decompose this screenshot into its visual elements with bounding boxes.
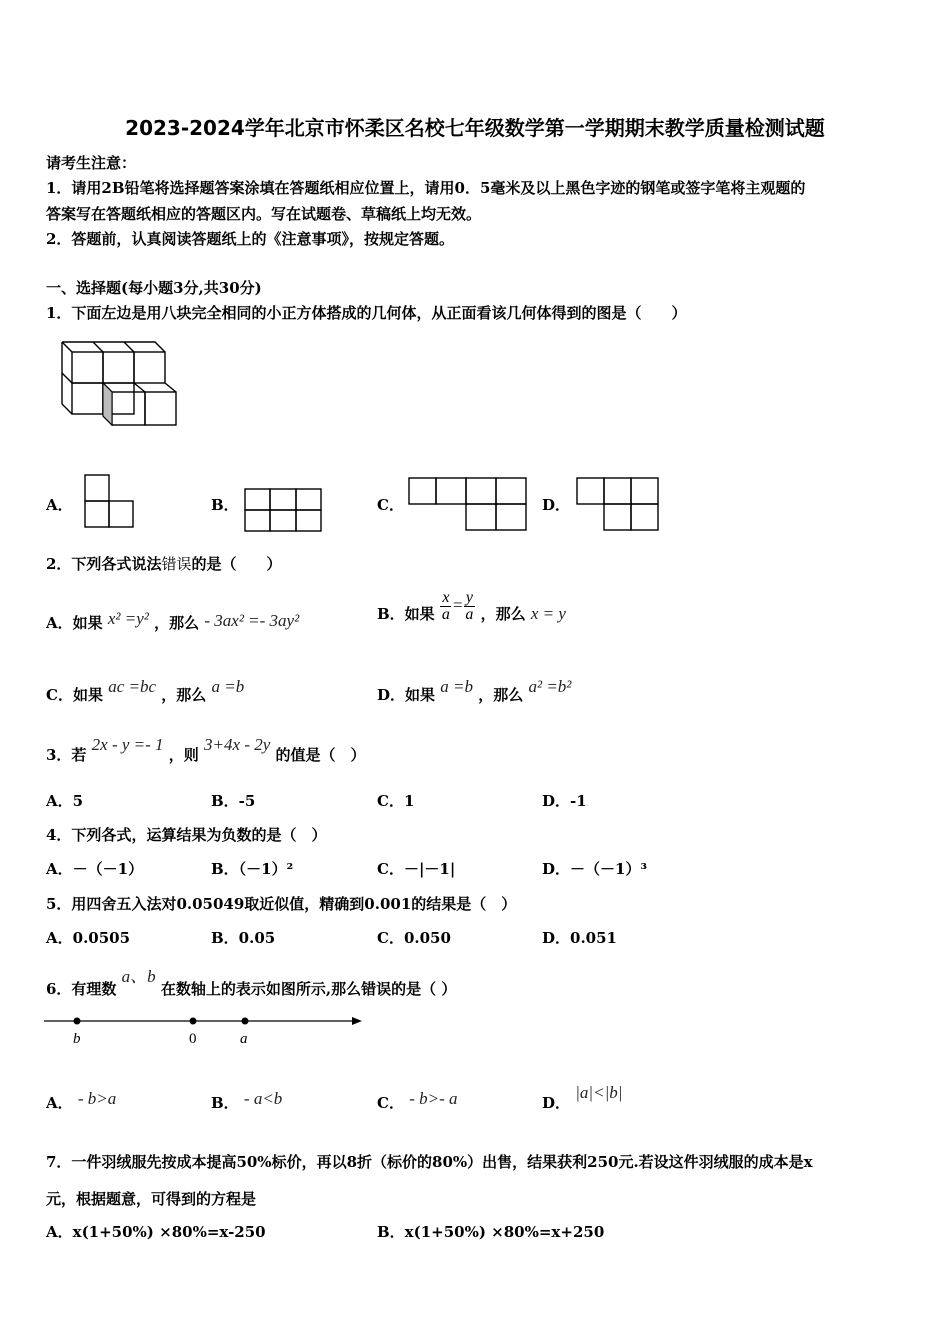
cube-solid-figure	[60, 340, 180, 430]
q6-post: 在数轴上的表示如图所示,那么错误的是（ ）	[160, 980, 457, 998]
q2-d-result: a² =b²	[528, 677, 572, 696]
q1-option-b-label: B．	[211, 496, 239, 514]
q6-variables: a、b	[121, 967, 156, 986]
q1-option-b-figure	[244, 488, 324, 534]
q2-d-condition: a =b	[440, 677, 473, 696]
q6-d-label: D．	[542, 1094, 571, 1112]
q2-stem-part-3: 的是（ ）	[191, 555, 282, 573]
q6-option-b	[211, 1089, 283, 1113]
q1-option-a-figure	[84, 474, 136, 530]
question-4-stem: 4．下列各式，运算结果为负数的是（ ）	[46, 826, 327, 844]
q6-c-label: C．	[377, 1094, 404, 1112]
point-zero	[190, 1018, 197, 1025]
q1-option-a-label: A．	[46, 496, 73, 514]
question-6-stem	[46, 967, 457, 999]
notice-line-3: 2．答题前，认真阅读答题纸上的《注意事项》，按规定答题。	[46, 230, 454, 248]
q6-a-expr: - b>a	[77, 1089, 117, 1108]
q1-option-c-figure	[408, 477, 530, 533]
q3-option-b: B．-5	[211, 792, 256, 810]
q4-option-c: C．－|－1|	[377, 860, 456, 878]
q2-b-label: B．如果	[377, 604, 435, 623]
q2-c-then: ，那么	[161, 686, 207, 704]
q2-b-den-right: a	[465, 606, 474, 623]
section-heading: 一、选择题(每小题3分,共30分)	[46, 279, 262, 297]
q2-b-result: x = y	[530, 603, 566, 623]
axis-label-b: b	[73, 1031, 81, 1047]
q3-pre: 3．若	[46, 746, 87, 764]
q2-a-then: ，那么	[154, 614, 200, 632]
q2-b-then: ，那么	[480, 604, 526, 623]
q5-option-b: B．0.05	[211, 929, 276, 947]
q6-option-a	[46, 1089, 117, 1113]
q7-option-a: A．x(1+50%) ×80%=x-250	[46, 1223, 266, 1241]
q6-b-expr: - a<b	[243, 1089, 283, 1108]
notice-line-2: 答案写在答题纸相应的答题区内。写在试题卷、草稿纸上均无效。	[46, 205, 482, 223]
q2-a-result: - 3ax² =- 3ay²	[204, 611, 300, 630]
q2-b-num-left: x	[442, 589, 450, 606]
q6-b-label: B．	[211, 1094, 239, 1112]
q3-option-d: D．-1	[542, 792, 587, 810]
q2-option-a	[46, 609, 300, 633]
q2-b-fraction-left	[440, 590, 452, 623]
q1-option-d-label: D．	[542, 496, 571, 514]
q2-a-condition: x² =y²	[107, 609, 149, 628]
q2-stem-part-2: 错误	[161, 555, 192, 573]
q2-c-label: C．如果	[46, 686, 103, 704]
q5-option-a: A．0.0505	[46, 929, 131, 947]
q6-option-c	[377, 1089, 458, 1113]
q3-condition: 2x - y =- 1	[91, 735, 164, 754]
question-3-stem	[46, 735, 366, 765]
question-7-line-1: 7．一件羽绒服先按成本提高50%标价，再以8折（标价的80%）出售，结果获利250元.若设这件羽绒服的成本是x	[46, 1153, 813, 1171]
axis-label-zero: 0	[189, 1031, 197, 1047]
q3-option-c: C．1	[377, 792, 415, 810]
notice-heading: 请考生注意：	[46, 154, 137, 172]
q4-option-b: B．（－1）²	[211, 860, 294, 878]
q6-option-d	[542, 1083, 623, 1113]
q1-option-c-label: C．	[377, 496, 404, 514]
q2-option-c	[46, 677, 245, 705]
q2-b-equals: =	[451, 595, 464, 615]
q3-option-a: A．5	[46, 792, 84, 810]
question-5-stem: 5．用四舍五入法对0.05049取近似值，精确到0.001的结果是（ ）	[46, 895, 517, 913]
axis-label-a: a	[240, 1031, 248, 1047]
q6-c-expr: - b>- a	[409, 1089, 458, 1108]
q6-d-expr: |a|<|b|	[575, 1083, 623, 1102]
point-b	[74, 1018, 81, 1025]
q2-b-fraction-right	[463, 590, 475, 623]
q6-pre: 6．有理数	[46, 980, 117, 998]
q6-a-label: A．	[46, 1094, 73, 1112]
page-title: 2023-2024学年北京市怀柔区名校七年级数学第一学期期末教学质量检测试题	[125, 116, 825, 140]
q4-option-a: A．－（－1）	[46, 860, 144, 878]
question-1-stem: 1．下面左边是用八块完全相同的小正方体搭成的几何体，从正面看该几何体得到的图是（ ）	[46, 304, 687, 322]
q5-option-d: D．0.051	[542, 929, 617, 947]
q2-b-num-right: y	[465, 589, 473, 606]
q3-post: 的值是（ ）	[275, 746, 366, 764]
number-line	[44, 1010, 366, 1050]
q3-expression: 3+4x - 2y	[204, 735, 271, 754]
q2-d-then: ，那么	[478, 686, 524, 704]
q3-mid: ，则	[168, 746, 199, 764]
q2-b-den-left: a	[441, 606, 450, 623]
q2-c-condition: ac =bc	[108, 677, 156, 696]
q1-option-d-figure	[576, 477, 662, 533]
q7-option-b: B．x(1+50%) ×80%=x+250	[377, 1223, 605, 1241]
q2-c-result: a =b	[211, 677, 245, 696]
notice-line-1: 1．请用2B铅笔将选择题答案涂填在答题纸相应位置上，请用0．5毫米及以上黑色字迹的钢笔或签字笔将主观题的	[46, 179, 806, 197]
q2-option-b	[377, 590, 566, 623]
question-7-line-2: 元，根据题意，可得到的方程是	[46, 1190, 257, 1208]
q2-option-d	[377, 677, 572, 705]
q2-stem-part-1: 2．下列各式说法	[46, 555, 162, 573]
q2-a-label: A．如果	[46, 614, 103, 632]
q2-d-label: D．如果	[377, 686, 436, 704]
question-2-stem	[46, 553, 281, 574]
q5-option-c: C．0.050	[377, 929, 451, 947]
q4-option-d: D．－（－1）³	[542, 860, 648, 878]
point-a	[242, 1018, 249, 1025]
